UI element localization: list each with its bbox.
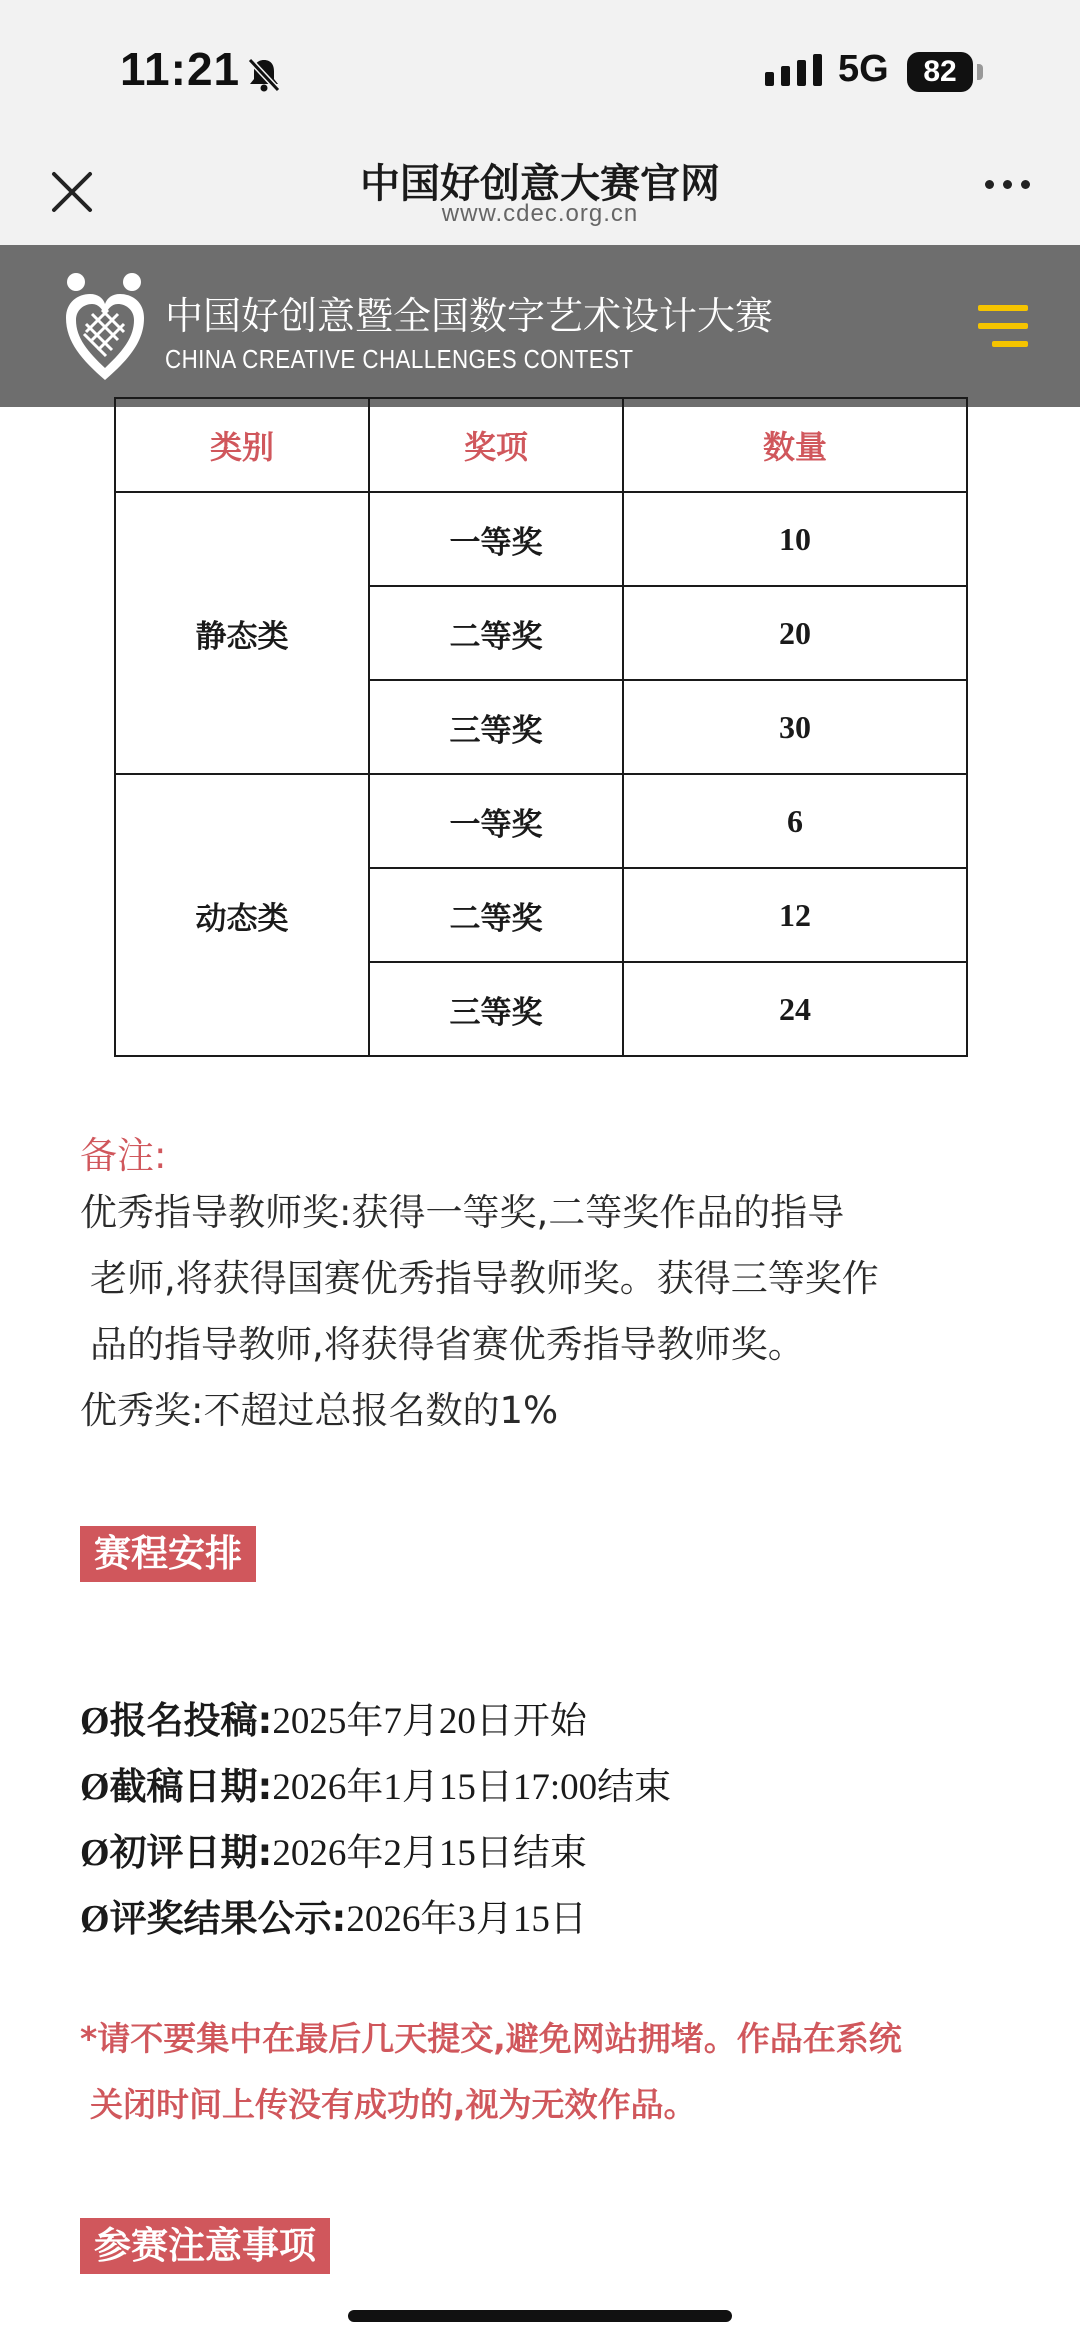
count-cell: 30 (623, 680, 967, 774)
schedule-item (80, 1690, 587, 1744)
status-bar (0, 0, 1080, 140)
network-type: 5G (838, 48, 889, 90)
award-cell: 一等奖 (369, 774, 623, 868)
notes-line: 老师,将获得国赛优秀指导教师奖。获得三等奖作 (90, 1257, 879, 1300)
count-cell: 20 (623, 586, 967, 680)
hamburger-menu-icon[interactable] (978, 305, 1028, 347)
contest-logo (62, 270, 148, 390)
count-cell: 6 (623, 774, 967, 868)
battery-tip (977, 64, 983, 80)
bell-muted-icon (244, 54, 284, 94)
table-row (115, 774, 967, 868)
section-heading-notice: 参赛注意事项 (80, 2218, 330, 2274)
page-url: www.cdec.org.cn (441, 200, 639, 227)
warning-line: 关闭时间上传没有成功的,视为无效作品。 (90, 2085, 697, 2124)
schedule-item (80, 1822, 587, 1876)
header-award: 奖项 (369, 398, 623, 492)
schedule-key: 截稿日期: (109, 1765, 273, 1808)
award-cell: 三等奖 (369, 962, 623, 1056)
notes-line: 优秀指导教师奖:获得一等奖,二等奖作品的指导 (80, 1191, 845, 1234)
schedule-value: 2026年3月15日 (346, 1899, 587, 1940)
header-count: 数量 (623, 398, 967, 492)
count-cell: 24 (623, 962, 967, 1056)
warning-line: *请不要集中在最后几天提交,避免网站拥堵。作品在系统 (80, 2019, 902, 2058)
notes-label: 备注: (80, 1134, 167, 1177)
header-category: 类别 (115, 398, 369, 492)
category-cell: 静态类 (115, 492, 369, 774)
notes-line: 优秀奖:不超过总报名数的1% (80, 1389, 559, 1432)
count-cell: 10 (623, 492, 967, 586)
award-cell: 二等奖 (369, 586, 623, 680)
notes-line: 品的指导教师,将获得省赛优秀指导教师奖。 (90, 1323, 805, 1366)
signal-icon (765, 54, 822, 86)
nav-header (0, 140, 1080, 245)
schedule-value: 2026年2月15日结束 (272, 1833, 587, 1874)
table-row (115, 492, 967, 586)
award-cell: 二等奖 (369, 868, 623, 962)
schedule-item (80, 1888, 587, 1942)
bullet-mark: Ø (80, 1700, 110, 1742)
schedule-value: 2026年1月15日17:00结束 (272, 1767, 672, 1808)
table-header-row (115, 398, 967, 492)
bullet-mark: Ø (80, 1832, 110, 1874)
banner-title-en: CHINA CREATIVE CHALLENGES CONTEST (165, 344, 634, 374)
home-indicator[interactable] (348, 2310, 732, 2322)
schedule-value: 2025年7月20日开始 (272, 1701, 587, 1742)
schedule-key: 报名投稿: (109, 1699, 273, 1742)
count-cell: 12 (623, 868, 967, 962)
section-heading-schedule: 赛程安排 (80, 1526, 256, 1582)
page-title: 中国好创意大赛官网 (360, 161, 720, 207)
awards-table (114, 397, 968, 1057)
bullet-mark: Ø (80, 1766, 110, 1808)
bullet-mark: Ø (80, 1898, 110, 1940)
clock: 11:21 (120, 43, 241, 95)
award-cell: 三等奖 (369, 680, 623, 774)
category-cell: 动态类 (115, 774, 369, 1056)
schedule-key: 评奖结果公示: (109, 1897, 347, 1940)
more-icon[interactable] (985, 180, 1030, 189)
schedule-key: 初评日期: (109, 1831, 273, 1874)
battery-icon: 82 (907, 52, 973, 92)
banner-title-cn: 中国好创意暨全国数字艺术设计大赛 (165, 294, 774, 338)
site-banner (0, 245, 1080, 407)
schedule-item (80, 1756, 671, 1810)
award-cell: 一等奖 (369, 492, 623, 586)
